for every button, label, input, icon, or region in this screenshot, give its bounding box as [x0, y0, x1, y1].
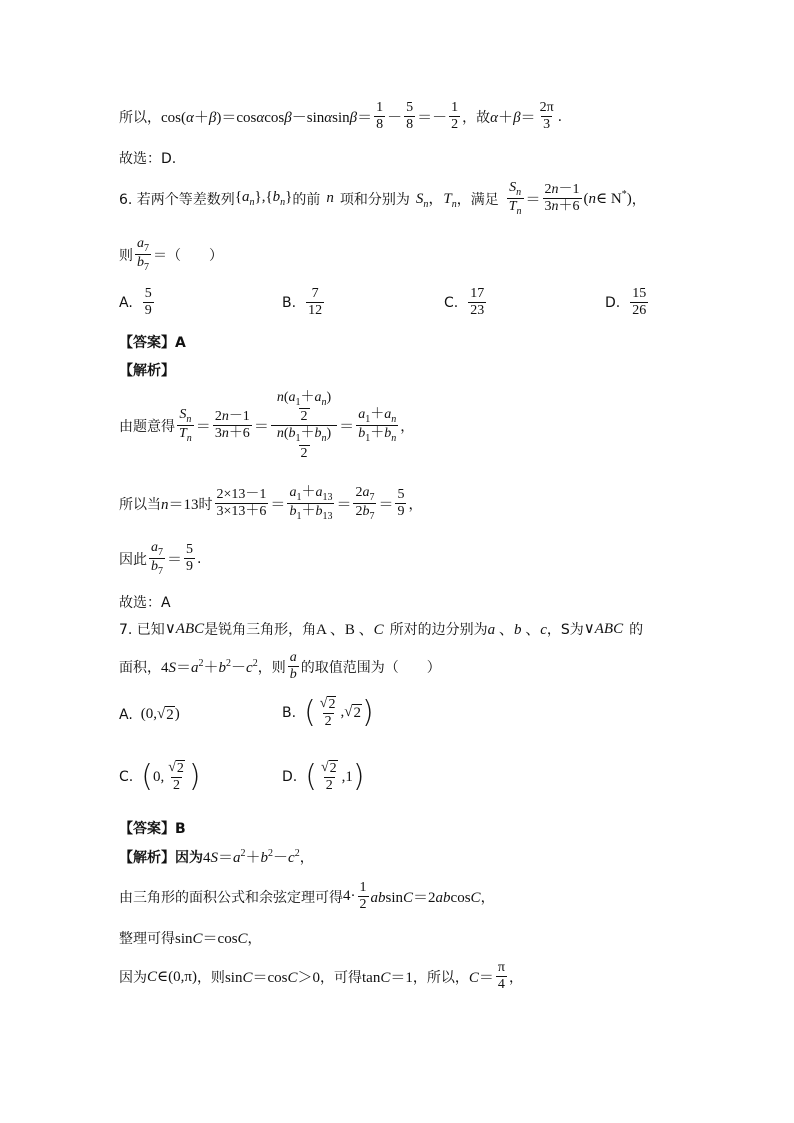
option-6-b: [282, 286, 326, 319]
analysis-6-line1: 由题意得 $\frac{S_n}{T_n}$ ＝ $\frac{2n-1}{3n+6}$ ＝ $\frac{\frac{n(a_1+a_n)}{2}}{\frac{n(b_1+b_n)}{2}}$ ＝ $\frac{a_1+a_n}{b_1+b_n}$ ，: [119, 390, 415, 461]
option-label: C.: [444, 294, 459, 311]
analysis-6-line3: 因此 $\frac{a_7}{b_7}$ ＝ $\frac{5}{9}$ .: [119, 540, 202, 578]
option-label: D.: [605, 294, 621, 311]
analysis-7-line3: 整理可得 sinC＝cosC ，: [119, 927, 262, 948]
denominator: 9: [144, 303, 152, 319]
text: 的前: [292, 191, 321, 208]
text: 面积，: [119, 659, 161, 676]
text: 整理可得: [119, 930, 175, 947]
text: 6. 若两个等差数列: [119, 191, 235, 208]
text: ，S为: [546, 621, 584, 638]
text: ，满足: [456, 191, 499, 208]
option-fraction: [468, 286, 486, 319]
option-label: A.: [119, 707, 133, 723]
text: ＝（ ）: [153, 247, 223, 264]
option-label: A.: [119, 294, 133, 311]
option-6-d: [605, 286, 650, 319]
option-fraction: [143, 286, 154, 319]
numerator: 15: [632, 286, 647, 301]
text: 的取值范围为（ ）: [300, 659, 441, 676]
numerator: 5: [144, 286, 152, 301]
text: 因为: [119, 969, 147, 986]
text: ，: [508, 969, 523, 986]
denominator: 26: [632, 303, 647, 319]
analysis-6-header: [119, 360, 175, 380]
text: 则: [119, 247, 133, 264]
select-d: [119, 148, 176, 168]
option-label: C.: [119, 769, 134, 786]
text: 7. 已知: [119, 621, 165, 638]
text: 【答案】A: [119, 335, 186, 351]
question-7-line2: 面积， $4S=a^2+b^2-c^2$ ，则 $\frac{a}{b}$ 的取值范围为（ ）: [119, 650, 441, 683]
option-7-d: D. ( √ 2 2 ,1 ): [282, 759, 365, 795]
option-fraction: [306, 286, 324, 319]
text: ，则: [257, 659, 286, 676]
text: 【解析】: [119, 363, 175, 379]
text: 所以，: [119, 109, 161, 126]
numerator: 17: [470, 286, 485, 301]
text: 故选：D.: [119, 151, 177, 167]
text: ，: [247, 930, 262, 947]
text: 是锐角三角形，角: [204, 621, 317, 638]
option-7-a: A. (0,√ 2 ): [119, 706, 180, 723]
answer-6: [119, 332, 186, 352]
select-a: [119, 592, 171, 612]
text: ，: [480, 889, 495, 906]
option-label: B.: [282, 705, 297, 722]
text: 由题意得: [119, 418, 175, 435]
line-cos-sum: 所以， cos(α＋β)＝cosαcosβ－sinαsinβ＝ $\frac{1}{8}$ － $\frac{5}{8}$ ＝－ $\frac{1}{2}$ ，故 α＋β＝ $\frac{2\pi}{3}$ .: [119, 100, 563, 133]
text: ，故: [462, 109, 491, 126]
question-6-ask: 则 $\frac{a_7}{b_7}$ ＝（ ）: [119, 236, 223, 274]
text: 所对的边分别为: [389, 621, 488, 638]
text: 由三角形的面积公式和余弦定理可得: [119, 889, 343, 906]
text: 【答案】B: [119, 821, 186, 837]
option-7-c: C. ( 0, √ 2 2 ): [119, 759, 201, 795]
denominator: 23: [470, 303, 485, 319]
analysis-6-line2: 所以当 n＝13 时 $\frac{2\times 13-1}{3\times 13+6}$ ＝ $\frac{a_1+a_{13}}{b_1+b_{13}}$ ＝ $\frac{2a_7}{2b_7}$ ＝ $\frac{5}{9}$ ，: [119, 485, 423, 523]
text: ，: [299, 849, 314, 866]
text: 的: [629, 621, 644, 638]
question-7: 7. 已知 ∨ABC 是锐角三角形，角 A 、B 、C 所对的边分别为 a 、b 、c ，S为 ∨ABC 的: [119, 618, 643, 639]
text: 故选：A: [119, 595, 171, 611]
text: ，可得: [320, 969, 362, 986]
option-fraction: [630, 286, 648, 319]
text: 所以当: [119, 496, 161, 513]
option-6-c: [444, 286, 488, 319]
option-label: B.: [282, 294, 297, 311]
answer-7: [119, 818, 186, 838]
text: 【解析】因为: [119, 849, 203, 866]
numerator: 7: [311, 286, 319, 301]
text: 项和分别为: [339, 191, 410, 208]
analysis-7-line1: 【解析】因为 $4S=a^2+b^2-c^2$ ，: [119, 848, 314, 866]
text: 因此: [119, 551, 147, 568]
analysis-7-line4: 因为 C∈(0,π) ，则 sinC＝cosC＞0 ，可得 tanC＝1 ，所以， C＝ $\frac{\pi}{4}$ ，: [119, 960, 523, 993]
option-label: D.: [282, 769, 298, 786]
text: .: [557, 108, 563, 125]
text: ，所以，: [412, 969, 469, 986]
option-7-b: B. ( √ 2 2 ,√ 2 ): [282, 695, 374, 731]
question-6: 6. 若两个等差数列 $\{a_n\},\{b_n\}$ 的前 n 项和分别为 $S_n$，$T_n$ ，满足 $\frac{S_n}{T_n}$ ＝ $\frac{2n-1}{3n+6}$ (n∈ N*) ，: [119, 180, 646, 218]
denominator: 12: [308, 303, 323, 319]
analysis-7-line2: 由三角形的面积公式和余弦定理可得 4· $\frac{1}{2}$ absinC＝2abcosC ，: [119, 880, 495, 913]
option-6-a: [119, 286, 156, 319]
text: ，: [631, 191, 646, 208]
text: 时: [198, 496, 213, 513]
text: ，则: [196, 969, 225, 986]
